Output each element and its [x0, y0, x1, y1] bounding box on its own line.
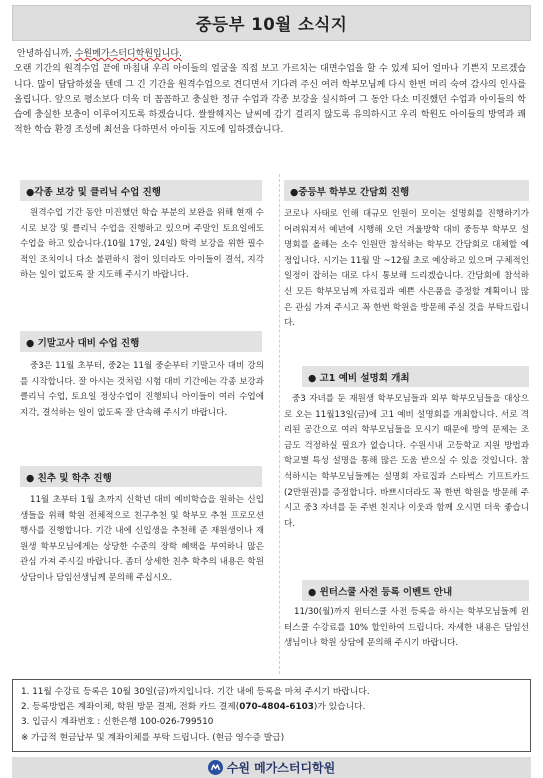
intro-greeting: [14, 47, 526, 62]
intro-section: [14, 47, 526, 139]
newsletter-title: 중등부 10월 소식지: [195, 15, 348, 34]
section-body-high1-briefing: 중3 자녀를 둔 재원생 학부모님들과 외부 학부모님들을 대상으로 오는 11월13일(금)에 고1 예비 설명회를 개최합니다. 서로 격리된 공간으로 여러 학부모님들을 모시기 때문에 방역 문제는 조금도 걱정하실 필요가 없습니다. 수원시내 고등학교 지원 방법과 학교별 특성 설명을 통해 많은 도움 받으실 수 있을 것입니다. 참석하시는 학부모님들께는 설명회 자료집과 스타벅스 기프트카드(2만원권)를 증정합니다. 바쁘시더라도 꼭 한번 학원을 방문해 주시고 중3 자녀를 둔 주변 친지나 이웃과 함께 오시면 더욱 좋습니다.: [284, 394, 529, 529]
section-heading-referral: ● 친추 및 학추 진행: [20, 466, 262, 487]
section-heading-final-exam: ● 기말고사 대비 수업 진행: [20, 331, 262, 352]
section-body-referral: 11월 초부터 1월 초까지 신학년 대비 예비학습을 원하는 신입생들을 위해 학원 전체적으로 친구추천 및 학부모 추천 프로모션 행사를 진행합니다. 기간 내에 신입생을 추천해 준 재원생이나 재원생 학부모님에게는 상당한 수준의 장학 혜택을 부여하니 많은 관심 가져 주시길 바랍니다. 좀더 상세한 친추 학추의 내용은 학원 상담이나 담임선생님께 문의해 주십시오.: [20, 495, 264, 583]
footer-academy-name: 수원 메가스터디학원: [226, 761, 336, 775]
column-divider: [279, 174, 280, 674]
notice-phone: 070-4804-6103: [239, 702, 314, 713]
section-body-parent-meeting: 코로나 사태로 인해 대규모 인원이 모이는 설명회를 진행하기가 어려워져서 예년에 시행해 오던 겨울방학 대비 중등부 학부모 설명회를 올해는 소수 인원만 참석하는 학부모 간담회로 대체할 예정입니다. 시기는 11월 말 ~12월 초로 예상하고 있으며 구체적인 일정이 잡히는 대로 다시 통보해 드리겠습니다. 간담회에 참석하신 모든 학부모님께 자료집과 예쁜 사은품을 증정할 계획이니 많은 관심 가져 주시고 꼭 한번 학원을 방문해 주실 것을 부탁드립니다.: [284, 209, 529, 329]
payment-notice-box: [12, 679, 531, 752]
section-heading-winter-school: ● 윈터스쿨 사전 등록 이벤트 안내: [302, 580, 529, 601]
intro-greeting-pre: 안녕하십니까,: [16, 49, 75, 59]
section-body-winter-school: 11/30(월)까지 윈터스쿨 사전 등록을 하시는 학부모님들께 윈터스쿨 수강료를 10% 할인하여 드립니다. 자세한 내용은 담임선생님이나 학원 상담에 문의해 주시기 바랍니다.: [284, 607, 529, 649]
intro-academy-name: 수원메가스터디학원입니다.: [74, 49, 182, 59]
notice-line-2: 2. 등록방법은 계좌이체, 학원 방문 결제, 전화 카드 결제(070-4804-6103)가 있습니다.: [21, 702, 366, 713]
megastudy-logo-icon: [208, 760, 223, 775]
notice-line-3: 3. 입금시 계좌번호 : 신한은행 100-026-799510: [21, 717, 214, 728]
section-body-final-exam: 중3은 11월 초부터, 중2는 11월 중순부터 기말고사 대비 강의를 시작합니다. 잘 아시는 것처럼 시험 대비 기간에는 각종 보강과 클리닉 수업, 토요일 정상수업이 진행되니 아이들이 여러 수업에 지각, 결석하는 일이 없도록 잘 단속해 주시기 바랍니다.: [20, 361, 264, 418]
intro-text: 오랜 기간의 원격수업 끝에 마침내 우리 아이들의 얼굴을 직접 보고 가르치는 대면수업을 할 수 있게 되어 얼마나 기쁜지 모르겠습니다. 많이 답답하셨을 텐데 그 긴 기간을 원격수업으로 견디면서 기다려 주신 여러 학부모님께 다시 한번 머리 숙여 감사의 인사를 올립니다. 앞으로 평소보다 더욱 더 꼼꼼하고 충실한 정규 수업과 각종 보강을 실시하여 그 동안 다소 미진했던 수업과 아이들의 학습에 충실한 보충이 이루어지도록 하겠습니다. 쌀쌀해지는 날씨에 감기 걸리지 않도록 유의하시고 우리 학원도 아이들의 방역과 쾌적한 학습 환경 조성에 최선을 다하면서 아이들 지도에 임하겠습니다.: [14, 64, 526, 136]
notice-line-1: 1. 11월 수강료 등록은 10월 30일(금)까지입니다. 기간 내에 등록을 마쳐 주시기 바랍니다.: [21, 687, 370, 697]
notice-line-4: ※ 가급적 현금납부 및 계좌이체를 부탁 드립니다. (현금 영수증 발급): [21, 732, 285, 743]
section-body-makeup-classes: 원격수업 기간 동안 미진했던 학습 부분의 보완을 위해 현재 수시로 보강 및 클리닉 수업을 진행하고 있으며 주말인 토요일에도 수업을 하고 있습니다.(10월 17일, 24일) 학력 보강을 위한 필수적인 조치이니 다소 불편하시 점이 있더라도 아이들이 결석, 지각하는 일이 없도록 잘 지도해 주시기 바랍니다.: [20, 208, 264, 281]
footer-brand-bar: [12, 757, 531, 778]
section-heading-makeup-classes: ●각종 보강 및 클리닉 수업 진행: [20, 180, 262, 201]
section-heading-parent-meeting: ●중등부 학부모 간담회 진행: [284, 180, 529, 201]
newsletter-title-bar: [12, 5, 531, 41]
section-heading-high1-briefing: ● 고1 예비 설명회 개최: [302, 366, 529, 387]
